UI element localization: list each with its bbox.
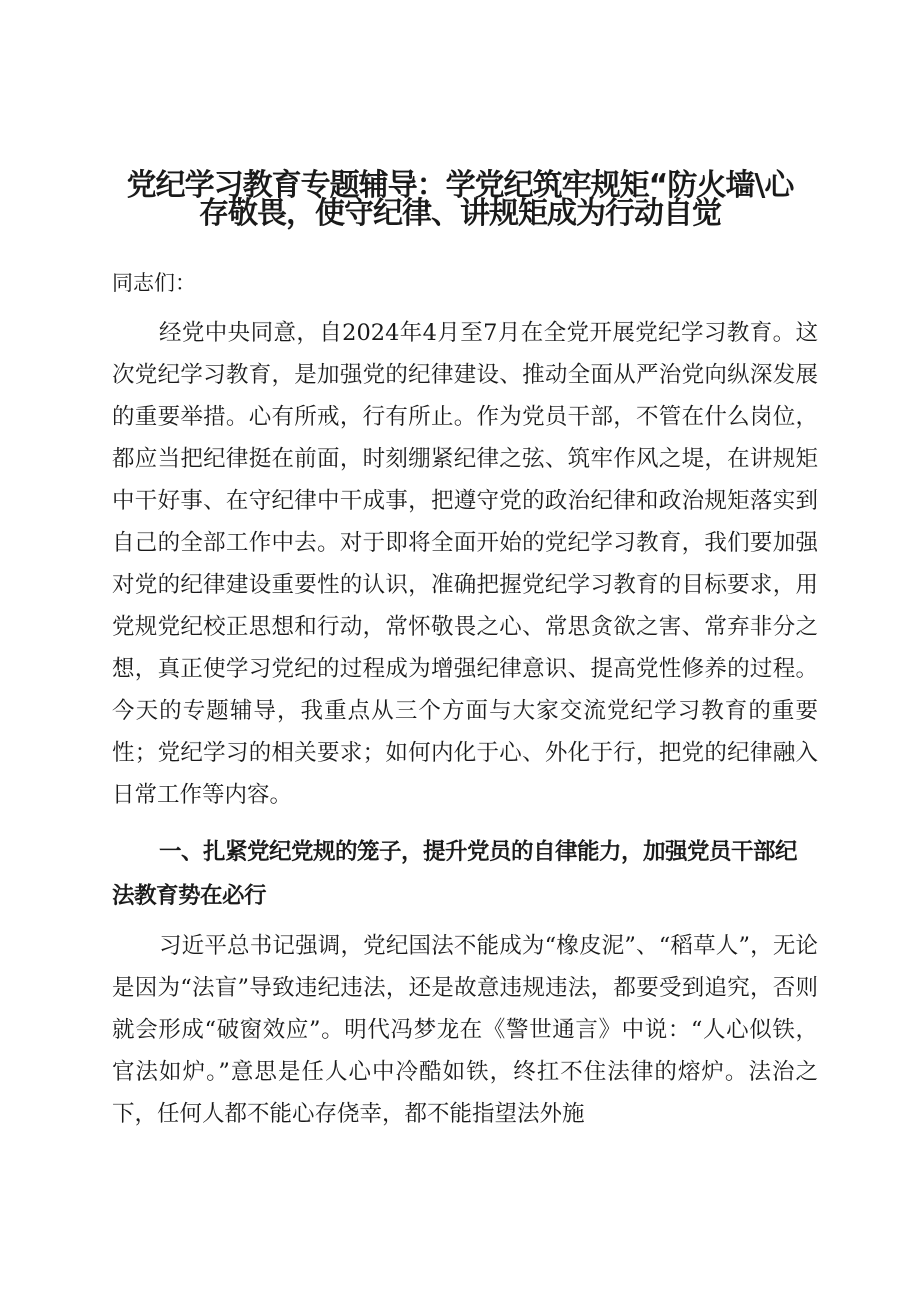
section-heading-1: 一、扎紧党纪党规的笼子，提升党员的自律能力，加强党员干部纪法教育势在必行: [112, 839, 798, 909]
salutation: 同志们：: [112, 271, 196, 295]
body-paragraph-1: 经党中央同意，自2024年4月至7月在全党开展党纪学习教育。这次党纪学习教育，是加强党的纪律建设、推动全面从严治党向纵深发展的重要举措。心有所戒，行有所止。作为党员干部，不管在什么岗位，都应当把纪律挺在前面，时刻绷紧纪律之弦、筑牢作风之堤，在讲规矩中干好事、在守纪律中干成事，把遵守党的政治纪律和政治规矩落实到自己的全部工作中去。对于即将全面开始的党纪学习教育，我们要加强对党的纪律建设重要性的认识，准确把握党纪学习教育的目标要求，用党规党纪校正思想和行动，常怀敬畏之心、常思贪欲之害、常弃非分之想，真正使学习党纪的过程成为增强纪律意识、提高党性修养的过程。今天的专题辅导，我重点从三个方面与大家交流党纪学习教育的重要性；党纪学习的相关要求；如何内化于心、外化于行，把党的纪律融入日常工作等内容。: [112, 320, 818, 808]
body-paragraph-2: 习近平总书记强调，党纪国法不能成为“橡皮泥”、“稻草人”，无论是因为“法盲”导致违纪违法，还是故意违规违法，都要受到追究，否则就会形成“破窗效应”。明代冯梦龙在《警世通言》中说：“人心似铁，官法如炉。”意思是任人心中冷酷如铁，终扛不住法律的熔炉。法治之下，任何人都不能心存侥幸，都不能指望法外施: [112, 933, 818, 1127]
document-title-line-1: 党纪学习教育专题辅导：学党纪筑牢规矩“防火墙\心: [126, 168, 794, 203]
document-title-line-2: 存敬畏，使守纪律、讲规矩成为行动自觉: [199, 196, 721, 231]
